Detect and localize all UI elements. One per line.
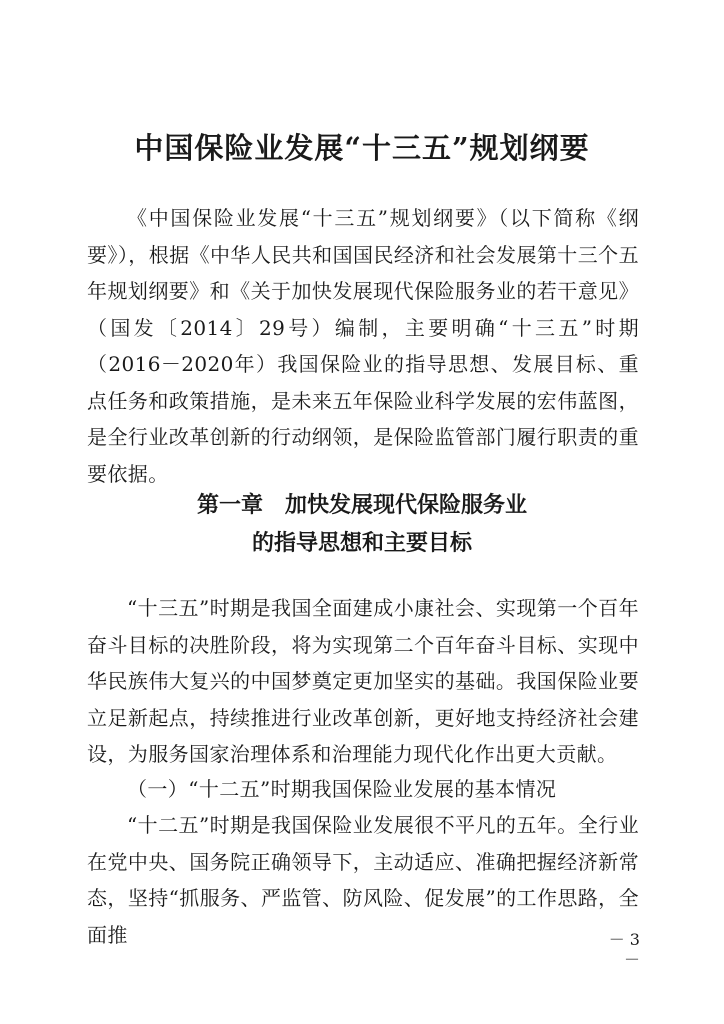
intro-paragraph: 《中国保险业发展“十三五”规划纲要》（以下简称《纲要》），根据《中华人民共和国国民经济和社会发展第十三个五年规划纲要》和《关于加快发展现代保险服务业的若干意见》（国发〔2014〕29号）编制，主要明确“十三五”时期（2016－2020年）我国保险业的指导思想、发展目标、重点任务和政策措施，是未来五年保险业科学发展的宏伟蓝图，是全行业改革创新的行动纲领，是保险监管部门履行职责的重要依据。	[87, 206, 639, 486]
chapter-heading-line1: 第一章 加快发展现代保险服务业	[196, 492, 527, 518]
page-number: － 3 －	[608, 930, 640, 969]
chapter-heading	[0, 486, 724, 562]
body-paragraph-1: “十三五”时期是我国全面建成小康社会、实现第一个百年奋斗目标的决胜阶段，将为实现第二个百年奋斗目标、实现中华民族伟大复兴的中国梦奠定更加坚实的基础。我国保险业要立足新起点，持续推进行业改革创新，更好地支持经济社会建设，为服务国家治理体系和治理能力现代化作出更大贡献。	[87, 596, 639, 766]
section-heading: （一）“十二五”时期我国保险业发展的基本情况	[127, 777, 557, 801]
body-paragraph-2: “十二五”时期是我国保险业发展很不平凡的五年。全行业在党中央、国务院正确领导下，主动适应、准确把握经济新常态，坚持“抓服务、严监管、防风险、促发展”的工作思路，全面推	[87, 813, 639, 947]
document-title: 中国保险业发展“十三五”规划纲要	[134, 131, 590, 165]
chapter-heading-line2: 的指导思想和主要目标	[251, 530, 472, 556]
